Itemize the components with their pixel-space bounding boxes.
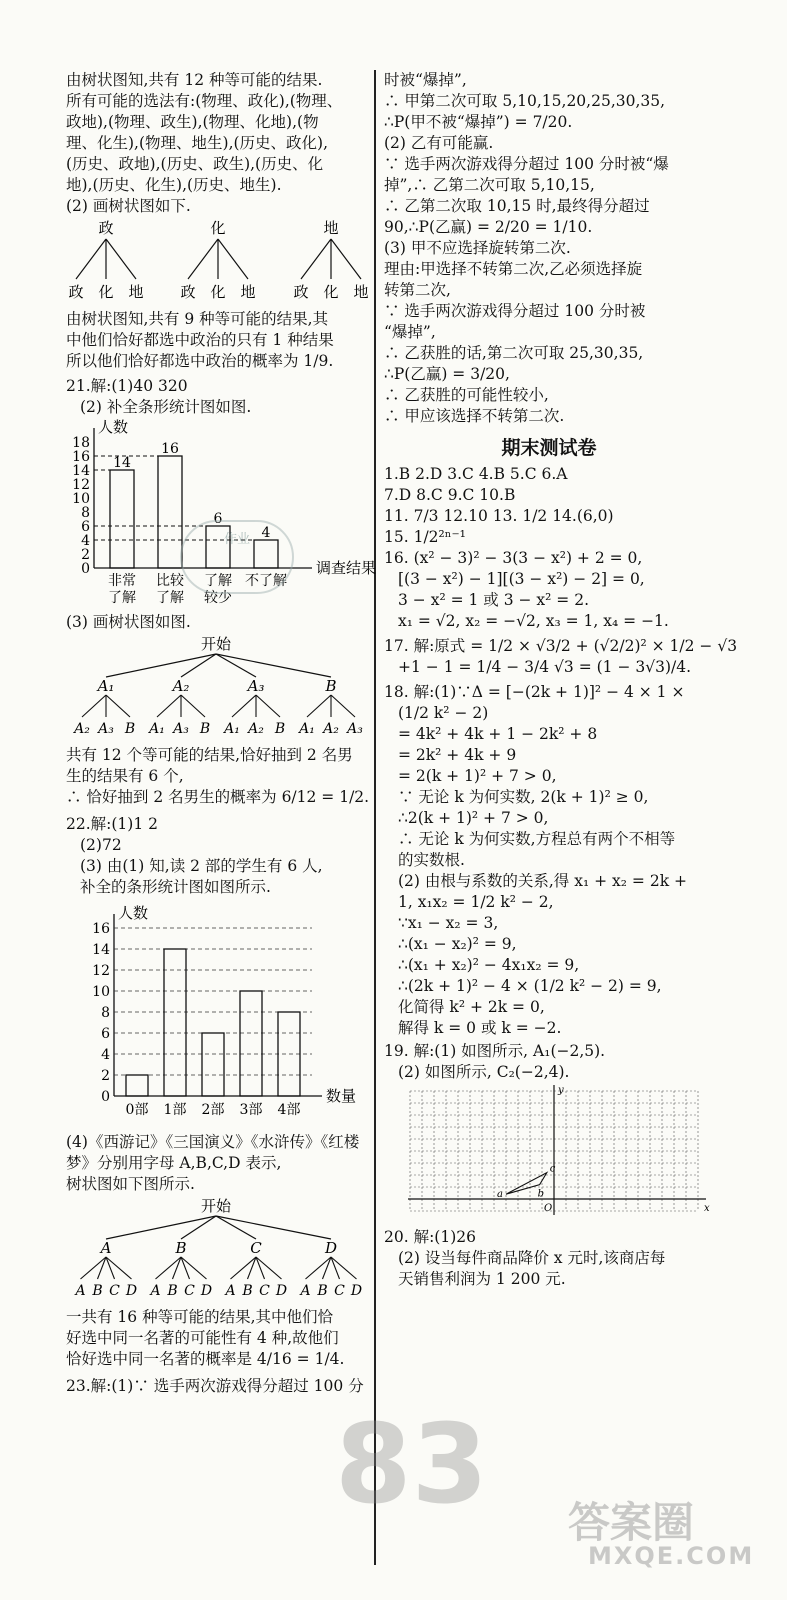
tree-root-label: 开始 (200, 635, 232, 653)
answer-line: 7.D 8.C 9.C 10.B (384, 486, 516, 504)
text-line: 地),(历史、化生),(历史、地生). (66, 176, 282, 194)
y-tick-label: 2 (101, 1068, 110, 1084)
text-line: 20. 解:(1)26 (384, 1228, 476, 1246)
tree-leaf-label: B (199, 721, 211, 737)
tree-leaf-label: A₂ (323, 721, 339, 737)
text-line: 理由:甲选择不转第二次,乙必须选择旋 (384, 260, 643, 278)
tree-branch (256, 695, 280, 717)
tree-branch (232, 695, 256, 717)
text-line: ∴ 乙获胜的可能性较小, (384, 386, 549, 404)
tree-branch (157, 695, 181, 717)
column-divider (374, 70, 376, 1565)
text-line: = 2k² + 4k + 9 (398, 746, 517, 764)
tree-leaf-label: 化 (210, 283, 226, 301)
text-line: 18. 解:(1)∵Δ = [−(2k + 1)]² − 4 × 1 × (384, 683, 685, 701)
bar-value-label: 14 (113, 455, 131, 471)
answer-line: 1.B 2.D 3.C 4.B 5.C 6.A (384, 465, 568, 483)
question-18 (384, 682, 714, 1039)
x-tick-label: 不了解 (245, 573, 287, 589)
text-line: 的实数根. (398, 851, 465, 869)
bar (110, 470, 134, 568)
x-tick-label: 2部 (201, 1102, 225, 1118)
y-tick-label: 12 (92, 963, 110, 979)
tree-leaf-label: D (200, 1283, 213, 1299)
tree-leaf-label: D (275, 1283, 288, 1299)
text-line: ∴P(乙赢) = 3/20, (384, 365, 510, 383)
text-line: 化简得 k² + 2k = 0, (398, 998, 545, 1016)
tree-branch (216, 1216, 331, 1239)
left-column (66, 70, 377, 1397)
text-line: (3) 甲不应选择旋转第二次. (384, 239, 571, 257)
text-line: 21.解:(1)40 320 (66, 377, 188, 395)
tree-leaf-label: A (300, 1283, 311, 1299)
tree-leaf-label: A (150, 1283, 161, 1299)
text-line: ∴ 甲应该选择不转第二次. (384, 407, 565, 425)
question-19 (384, 1041, 714, 1083)
x-tick-label: 3部 (239, 1102, 263, 1118)
text-line: ∴(x₁ − x₂)² = 9, (398, 935, 517, 953)
text-line: ∴(2k + 1)² − 4 × (1/2 k² − 2) = 9, (398, 977, 662, 995)
text-line: (历史、政地),(历史、政生),(历史、化 (66, 155, 324, 173)
text-line: +1 − 1 = 1/4 − 3/4 √3 = (1 − 3√3)/4. (398, 658, 692, 676)
q22-conclusion (66, 1307, 371, 1370)
text-line: ∴(x₁ + x₂)² − 4x₁x₂ = 9, (398, 956, 580, 974)
text-line: ∵ 选手两次游戏得分超过 100 分时被 (384, 302, 646, 320)
bar (158, 456, 182, 568)
text-line: 补全的条形统计图如图所示. (80, 878, 271, 896)
origin-label: O (544, 1203, 553, 1214)
question-16 (384, 548, 714, 632)
x-axis-label: 调查结果 (316, 559, 377, 577)
tree-branch (307, 695, 331, 717)
y-tick-label: 16 (72, 449, 90, 465)
tree-branch (82, 695, 106, 717)
x-tick-label: 比较 (156, 573, 184, 589)
y-tick-label: 10 (92, 984, 110, 1000)
text-line: ∴P(甲不被“爆掉”) = 7/20. (384, 113, 573, 131)
tree-branch (106, 239, 136, 279)
tree-leaf-label: 化 (323, 283, 339, 301)
text-line: 共有 12 个等可能的结果,恰好抽到 2 名男 (66, 746, 353, 764)
text-line: 中他们恰好都选中政治的只有 1 种结果 (66, 331, 334, 349)
x-axis-label: x (704, 1203, 710, 1214)
tree-root-label: 开始 (200, 1197, 232, 1215)
coordinate-grid (404, 1083, 710, 1223)
point-label: b (537, 1188, 545, 1200)
question-20 (384, 1227, 714, 1290)
tree-leaf-label: B (167, 1283, 178, 1299)
tree-branch (218, 239, 248, 279)
y-tick-label: 8 (81, 505, 90, 521)
x-tick-label: 4部 (277, 1102, 301, 1118)
q22-step-4 (66, 1132, 371, 1195)
text-line: ∴ 乙第二次取 10,15 时,最终得分超过 (384, 197, 650, 215)
y-tick-label: 10 (72, 491, 90, 507)
tree-leaf-label: 地 (353, 283, 369, 301)
text-line: 由树状图知,共有 9 种等可能的结果,其 (66, 310, 329, 328)
x-axis-label: 数量 (326, 1087, 357, 1105)
x-tick-label: 了解 (204, 573, 232, 589)
tree-leaf-label: C (184, 1283, 195, 1299)
y-tick-label: 0 (101, 1089, 110, 1105)
tree-leaf-label: D (350, 1283, 363, 1299)
text-line: (3) 由(1) 知,读 2 部的学生有 6 人, (80, 857, 323, 875)
y-tick-label: 18 (72, 435, 90, 451)
y-tick-label: 6 (81, 519, 90, 535)
tree-node-label: A₂ (172, 677, 190, 695)
text-line: (2) 乙有可能赢. (384, 134, 494, 152)
tree-leaf-label: 政 (293, 283, 309, 301)
tree-node-label: B (325, 677, 337, 695)
question-23: 23.解:(1)∵ 选手两次游戏得分超过 100 分 (66, 1377, 364, 1395)
tree-leaf-label: A₁ (149, 721, 165, 737)
text-line: [(3 − x²) − 1][(3 − x²) − 2] = 0, (398, 570, 645, 588)
text-line: 一共有 16 种等可能的结果,其中他们恰 (66, 1308, 334, 1326)
y-axis-label: 人数 (98, 418, 129, 436)
y-tick-label: 8 (101, 1005, 110, 1021)
stamp-text: 作业 (223, 532, 250, 547)
y-tick-label: 2 (81, 547, 90, 563)
tree-leaf-label: A₁ (224, 721, 240, 737)
tree-leaf-label: 化 (98, 283, 114, 301)
text-line: 所有可能的选法有:(物理、政化),(物理、 (66, 92, 343, 110)
tree-root-label: 化 (210, 219, 226, 237)
tree-leaf-label: A₂ (248, 721, 264, 737)
y-tick-label: 14 (92, 942, 110, 958)
tree-leaf-label: 政 (180, 283, 196, 301)
text-line: 16. (x² − 3)² − 3(3 − x²) + 2 = 0, (384, 549, 643, 567)
step-2-label: (2) 画树状图如下. (66, 197, 191, 215)
watermark-url: MXQE.COM (588, 1542, 755, 1570)
text-line: ∵x₁ − x₂ = 3, (398, 914, 499, 932)
y-tick-label: 4 (81, 533, 90, 549)
text-line: 理、化生),(物理、地生),(历史、政化), (66, 134, 329, 152)
q21-step-3: (3) 画树状图如图. (66, 613, 191, 631)
text-line: (2) 如图所示, C₂(−2,4). (398, 1063, 570, 1081)
text-line: 所以他们恰好都选中政治的概率为 1/9. (66, 352, 334, 370)
tree-branch (216, 654, 331, 677)
text-line: 恰好选中同一名著的概率是 4/16 = 1/4. (66, 1350, 345, 1368)
tree-diagram-students (66, 633, 371, 741)
text-line: (2) 补全条形统计图如图. (80, 398, 252, 416)
text-line: ∴2(k + 1)² + 7 > 0, (398, 809, 549, 827)
tree-leaf-label: A₂ (74, 721, 90, 737)
bar-value-label: 4 (261, 525, 271, 541)
y-axis-label: 人数 (118, 904, 149, 922)
text-line: ∴ 甲第二次可取 5,10,15,20,25,30,35, (384, 92, 666, 110)
homework-stamp (180, 520, 294, 594)
tree-leaf-label: B (274, 721, 286, 737)
tree-leaf-label: 政 (68, 283, 84, 301)
text-line: ∴ 恰好抽到 2 名男生的概率为 6/12 = 1/2. (66, 788, 370, 806)
bar-chart-books (66, 898, 371, 1128)
x-tick-label: 0部 (125, 1102, 149, 1118)
tree-leaf-label: C (334, 1283, 345, 1299)
bar (126, 1075, 148, 1096)
text-line: ∴ 乙获胜的话,第二次可取 25,30,35, (384, 344, 644, 362)
text-line: (2)72 (80, 836, 122, 854)
text-line: 树状图如下图所示. (66, 1175, 195, 1193)
tree-leaf-label: 地 (240, 283, 256, 301)
tree-conclusion (66, 309, 371, 372)
text-line: = 2(k + 1)² + 7 > 0, (398, 767, 557, 785)
x-tick-label: 较少 (204, 590, 232, 606)
text-line: ∵ 无论 k 为何实数, 2(k + 1)² ≥ 0, (398, 788, 649, 806)
tree-branch (76, 239, 106, 279)
bar-value-label: 6 (213, 511, 223, 527)
bar (164, 949, 186, 1096)
tree-leaf-label: A₃ (347, 721, 363, 737)
x-tick-label: 了解 (156, 590, 184, 606)
tree-branch (106, 695, 130, 717)
tree-leaf-label: C (259, 1283, 270, 1299)
text-line: (2) 设当每件商品降价 x 元时,该商店每 (398, 1249, 666, 1267)
tree-leaf-label: A₃ (173, 721, 189, 737)
answer-20-continued (66, 70, 371, 196)
bar-value-label: 16 (161, 441, 179, 457)
text-line: ∵ 选手两次游戏得分超过 100 分时被“爆 (384, 155, 669, 173)
text-line: (4)《西游记》《三国演义》《水浒传》《红楼 (66, 1133, 360, 1151)
text-line: x₁ = √2, x₂ = −√2, x₃ = 1, x₄ = −1. (398, 612, 669, 630)
y-tick-label: 12 (72, 477, 90, 493)
text-line: 1, x₁x₂ = 1/2 k² − 2, (398, 893, 554, 911)
question-21 (66, 376, 371, 418)
tree-branch (301, 239, 331, 279)
tree-node-label: A₃ (247, 677, 265, 695)
text-line: 时被“爆掉”, (384, 71, 467, 89)
text-line: 90,∴P(乙赢) = 2/20 = 1/10. (384, 218, 593, 236)
text-line: 19. 解:(1) 如图所示, A₁(−2,5). (384, 1042, 606, 1060)
answer-line: 11. 7/3 12.10 13. 1/2 14.(6,0) (384, 507, 614, 525)
text-line: (2) 由根与系数的关系,得 x₁ + x₂ = 2k + (398, 872, 687, 890)
point-label: c (549, 1163, 556, 1175)
y-tick-label: 4 (101, 1047, 110, 1063)
page-number: 83 (335, 1400, 489, 1528)
tree-leaf-label: B (92, 1283, 103, 1299)
tree-node-label: A (100, 1239, 112, 1257)
tree-branch (331, 695, 355, 717)
tree-leaf-label: C (109, 1283, 120, 1299)
tree-leaf-label: A (225, 1283, 236, 1299)
point-label: a (497, 1189, 503, 1201)
tree-leaf-label: 地 (128, 283, 144, 301)
text-line: (1/2 k² − 2) (398, 704, 489, 722)
tree-root-label: 政 (98, 219, 114, 237)
text-line: = 4k² + 4k + 1 − 2k² + 8 (398, 725, 598, 743)
bar (240, 991, 262, 1096)
tree-leaf-label: A (75, 1283, 86, 1299)
tree-root-label: 地 (323, 219, 339, 237)
tree-node-label: A₁ (97, 677, 115, 695)
text-line: 3 − x² = 1 或 3 − x² = 2. (398, 591, 590, 609)
text-line: 政地),(物理、政生),(物理、化地),(物 (66, 113, 319, 131)
choice-answers (384, 464, 714, 548)
tree-branch (188, 239, 218, 279)
text-line: 生的结果有 6 个, (66, 767, 184, 785)
text-line: 22.解:(1)1 2 (66, 815, 158, 833)
text-line: 梦》分别用字母 A,B,C,D 表示, (66, 1154, 282, 1172)
question-17 (384, 636, 738, 678)
y-tick-label: 0 (81, 561, 90, 577)
tree-branch (331, 239, 361, 279)
y-tick-label: 16 (92, 921, 110, 937)
tree-leaf-label: A₁ (299, 721, 315, 737)
x-tick-label: 1部 (163, 1102, 187, 1118)
text-line: 由树状图知,共有 12 种等可能的结果. (66, 71, 323, 89)
text-line: 天销售利润为 1 200 元. (398, 1270, 566, 1288)
text-line: 好选中同一名著的可能性有 4 种,故他们 (66, 1329, 339, 1347)
section-title: 期末测试卷 (501, 437, 597, 459)
y-tick-label: 14 (72, 463, 90, 479)
bar (202, 1033, 224, 1096)
answer-line: 15. 1/2²ⁿ⁻¹ (384, 528, 466, 546)
text-line: 掉”,∴ 乙第二次可取 5,10,15, (384, 176, 595, 194)
answer-23-continued (384, 70, 714, 427)
tree-node-label: D (324, 1239, 338, 1257)
text-line: ∴ 无论 k 为何实数,方程总有两个不相等 (398, 830, 676, 848)
right-column (384, 70, 738, 1290)
x-tick-label: 了解 (108, 590, 136, 606)
tree-leaf-label: B (317, 1283, 328, 1299)
tree-node-label: C (250, 1239, 262, 1257)
text-line: “爆掉”, (384, 323, 436, 341)
tree-leaf-label: A₃ (98, 721, 114, 737)
tree-leaf-label: B (124, 721, 136, 737)
tree-node-label: B (175, 1239, 187, 1257)
y-tick-label: 6 (101, 1026, 110, 1042)
x-tick-label: 非常 (108, 573, 136, 589)
y-axis-label: y (558, 1085, 564, 1096)
q21-conclusion (66, 745, 371, 808)
tree-branch (181, 695, 205, 717)
tree-leaf-label: B (242, 1283, 253, 1299)
text-line: 转第二次, (384, 281, 451, 299)
text-line: 17. 解:原式 = 1/2 × √3/2 + (√2/2)² × 1/2 − √3 (384, 637, 738, 655)
text-line: 解得 k = 0 或 k = −2. (398, 1019, 562, 1037)
tree-diagram-subjects (66, 217, 371, 305)
question-22 (66, 814, 371, 898)
tree-diagram-books (66, 1195, 371, 1303)
tree-leaf-label: D (125, 1283, 138, 1299)
watermark-logo: 答案圈 (568, 1498, 695, 1547)
